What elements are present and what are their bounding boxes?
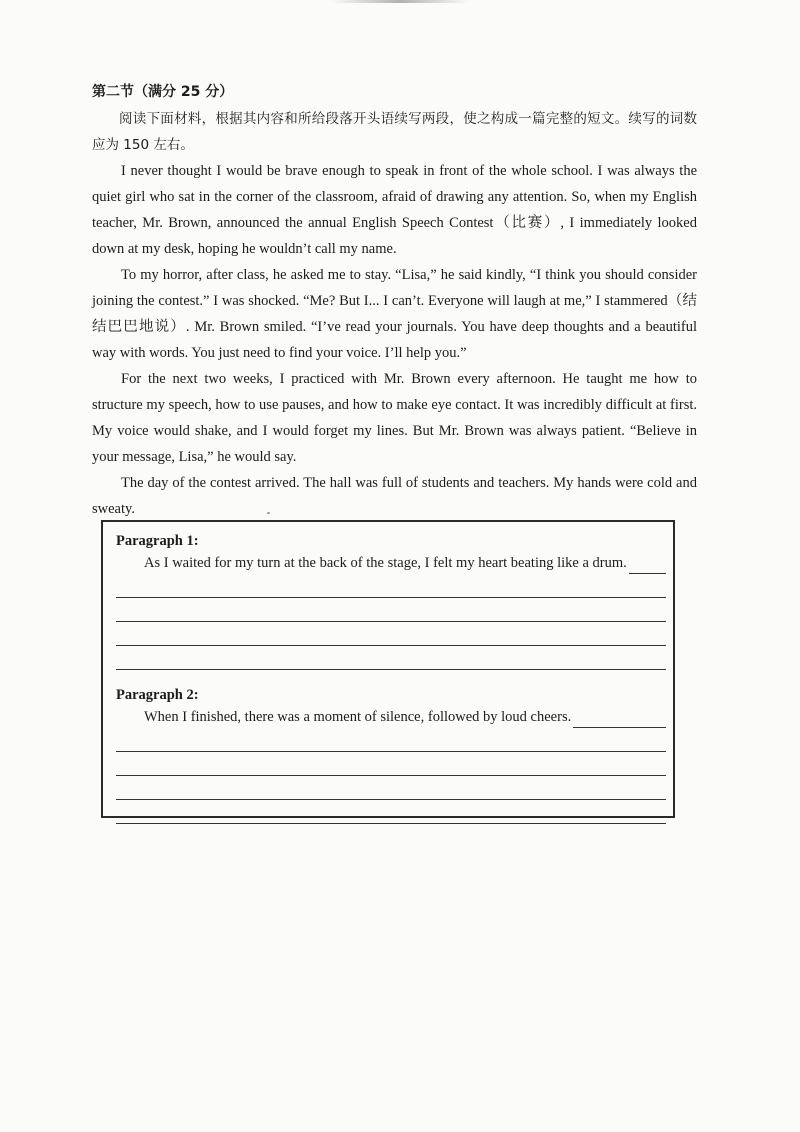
scan-top-mark xyxy=(330,0,470,3)
answer-line[interactable] xyxy=(116,800,666,824)
paragraph-1-starter-text: As I waited for my turn at the back of the stage, I felt my heart beating like a drum. xyxy=(144,555,627,571)
paragraph-2-heading: Paragraph 2: xyxy=(116,687,199,703)
answer-blank[interactable] xyxy=(573,711,666,728)
answer-line[interactable] xyxy=(116,728,666,752)
story-paragraph-1: I never thought I would be brave enough to speak in front of the whole school. I was always the quiet girl who sat in the corner of the classroom, afraid of drawing any attention. So, when my English teacher, Mr. Brown, announced the annual English Speech Contest（比赛）, I immediately looked down at my desk, hoping he wouldn’t call my name. xyxy=(92,163,697,257)
answer-line[interactable] xyxy=(116,752,666,776)
section-title: 第二节（满分 25 分） xyxy=(92,84,234,100)
paragraph-2-starter-text: When I finished, there was a moment of silence, followed by loud cheers. xyxy=(144,709,572,725)
paragraph-1-heading: Paragraph 1: xyxy=(116,533,199,549)
answer-line[interactable] xyxy=(116,622,666,646)
answer-line[interactable] xyxy=(116,598,666,622)
paragraph-2-starter xyxy=(116,706,666,728)
answer-blank[interactable] xyxy=(629,557,666,574)
answer-line[interactable] xyxy=(116,574,666,598)
story-paragraph-2: To my horror, after class, he asked me to stay. “Lisa,” he said kindly, “I think you should consider joining the contest.” I was shocked. “Me? But I... I can’t. Everyone will laugh at me,” I stammered（结结巴巴地说）. Mr. Brown smiled. “I’ve read your journals. You have deep thoughts and a beautiful way with words. You just need to find your voice. I’ll help you.” xyxy=(92,267,697,361)
paragraph-1-block xyxy=(116,530,666,670)
instructions: 阅读下面材料，根据其内容和所给段落开头语续写两段，使之构成一篇完整的短文。续写的词数应为 150 左右。 xyxy=(92,111,697,153)
story-paragraph-3: For the next two weeks, I practiced with Mr. Brown every afternoon. He taught me how to structure my speech, how to use pauses, and how to make eye contact. It was incredibly difficult at first. My voice would shake, and I would forget my lines. But Mr. Brown was always patient. “Believe in your message, Lisa,” he would say. xyxy=(92,371,697,465)
exam-section xyxy=(92,78,697,522)
story-paragraph-4: The day of the contest arrived. The hall was full of students and teachers. My hands were cold and sweaty. xyxy=(92,475,697,517)
answer-line[interactable] xyxy=(116,776,666,800)
paragraph-1-starter xyxy=(116,552,666,574)
answer-box xyxy=(101,520,675,818)
paragraph-2-block xyxy=(116,684,666,824)
answer-line[interactable] xyxy=(116,646,666,670)
